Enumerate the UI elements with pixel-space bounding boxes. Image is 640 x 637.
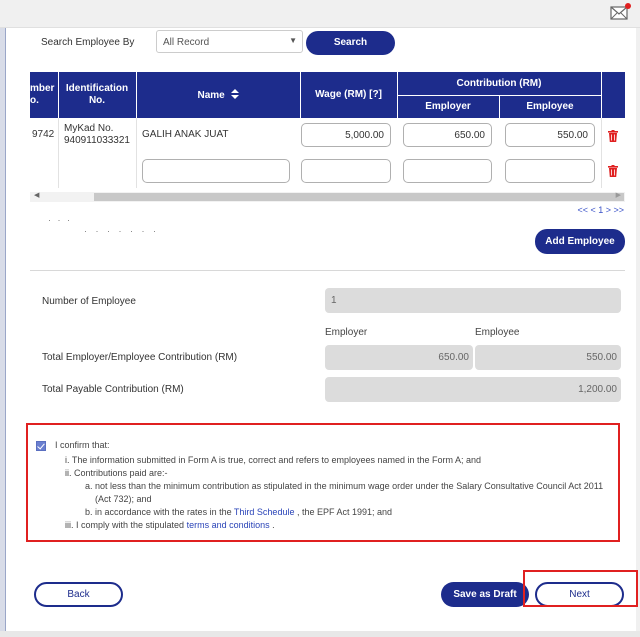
employer-contribution-input[interactable]: 650.00: [403, 123, 492, 147]
trash-icon[interactable]: [608, 130, 618, 142]
save-draft-button[interactable]: Save as Draft: [441, 582, 529, 607]
confirm-line-5-text: b. in accordance with the rates in the: [85, 507, 234, 517]
horizontal-scrollbar[interactable]: [30, 192, 625, 202]
name-input[interactable]: [142, 159, 290, 183]
table-row: [30, 118, 625, 154]
confirm-line-4: (Act 732); and: [95, 494, 152, 504]
mail-icon[interactable]: [608, 2, 632, 24]
header-contribution: Contribution (RM): [456, 78, 542, 89]
confirm-line-2: ii. Contributions paid are:-: [65, 468, 168, 478]
confirm-line-6-text: iii. I comply with the stipulated: [65, 520, 187, 530]
search-label: Search Employee By: [41, 37, 135, 48]
trash-icon[interactable]: [608, 165, 618, 177]
table-header: [30, 72, 625, 118]
header-wage: Wage (RM) [?]: [315, 89, 382, 100]
section-divider: [30, 270, 625, 271]
confirm-line-6-tail: .: [269, 520, 275, 530]
cell-identification: MyKad No. 940911033321: [64, 123, 130, 146]
loading-dots: · · · · · · ·: [84, 226, 159, 236]
employee-column-label: Employee: [475, 327, 520, 338]
search-button[interactable]: Search: [306, 31, 395, 55]
header-employer: Employer: [425, 101, 471, 112]
total-employer-field: 650.00: [325, 345, 473, 370]
table-row: [30, 154, 625, 188]
confirm-line-5-tail: , the EPF Act 1991; and: [294, 507, 393, 517]
employee-contribution-input[interactable]: [505, 159, 595, 183]
num-employee-label: Number of Employee: [42, 296, 136, 307]
wage-input[interactable]: 5,000.00: [301, 123, 391, 147]
header-employee: Employee: [526, 101, 574, 112]
cell-member-no: 9742: [32, 129, 55, 140]
search-select[interactable]: [156, 30, 303, 53]
add-employee-button[interactable]: Add Employee: [535, 229, 625, 254]
confirm-line-5: [85, 507, 392, 517]
confirm-checkbox[interactable]: [36, 441, 46, 451]
confirm-line-1: i. The information submitted in Form A is true, correct and refers to employees named in the Form A; and: [65, 455, 482, 465]
right-edge: [636, 28, 640, 637]
employee-contribution-input[interactable]: 550.00: [505, 123, 595, 147]
scrollbar-thumb[interactable]: [94, 193, 624, 201]
bottom-edge: [0, 631, 640, 637]
cell-name: GALIH ANAK JUAT: [142, 129, 229, 140]
total-employee-field: 550.00: [475, 345, 621, 370]
header-member-no: mber o.: [30, 83, 55, 106]
confirm-line-3: a. not less than the minimum contribution as stipulated in the minimum wage order under the Salary Consultative Council Act 2011: [85, 481, 604, 491]
total-contribution-label: Total Employer/Employee Contribution (RM): [42, 352, 238, 363]
pagination[interactable]: << < 1 > >>: [577, 205, 624, 215]
third-schedule-link[interactable]: Third Schedule: [233, 507, 295, 517]
top-bar: [0, 0, 640, 28]
header-name-label: Name: [197, 90, 225, 101]
back-button[interactable]: Back: [34, 582, 123, 607]
search-select-value: All Record: [163, 37, 210, 48]
wage-input[interactable]: [301, 159, 391, 183]
num-employee-field: 1: [325, 288, 621, 313]
employer-column-label: Employer: [325, 327, 368, 338]
total-payable-label: Total Payable Contribution (RM): [42, 384, 184, 395]
next-button[interactable]: Next: [535, 582, 624, 607]
confirm-line-6: [65, 520, 275, 530]
confirm-title: I confirm that:: [55, 440, 110, 450]
chevron-down-icon: ▼: [289, 36, 297, 45]
scroll-left-icon[interactable]: ◀: [34, 192, 40, 199]
employer-contribution-input[interactable]: [403, 159, 492, 183]
terms-link[interactable]: terms and conditions: [186, 520, 270, 530]
total-payable-field: 1,200.00: [325, 377, 621, 402]
scroll-right-icon[interactable]: ▶: [615, 192, 621, 199]
next-highlight-box: [523, 570, 638, 607]
left-edge: [0, 28, 6, 637]
loading-dots: · · ·: [48, 215, 72, 225]
header-identification: Identification No.: [65, 83, 129, 106]
sort-icon[interactable]: [231, 89, 239, 99]
header-name[interactable]: [136, 89, 300, 101]
confirmation-section: [26, 423, 620, 542]
